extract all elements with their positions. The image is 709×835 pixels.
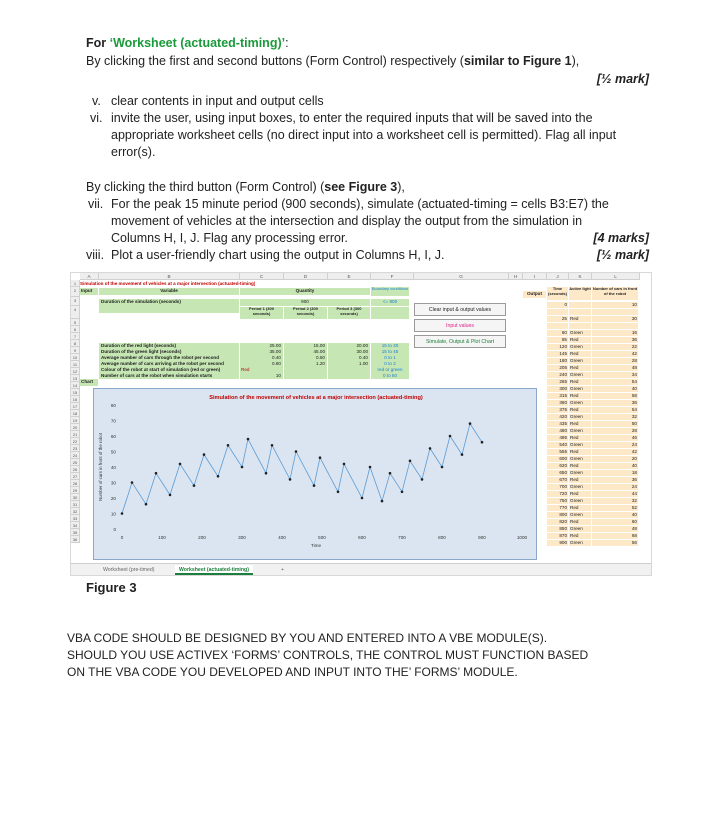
figure3-reference: see Figure 3 — [324, 180, 398, 194]
boundary-value: 15 to 30 — [371, 343, 409, 349]
data-point — [241, 466, 244, 469]
output-cars — [592, 309, 638, 315]
output-cars: 24 — [592, 442, 638, 448]
output-cars: 20 — [592, 456, 638, 462]
data-point — [271, 444, 274, 447]
clear-values-button[interactable]: Clear input & output values — [414, 303, 506, 316]
data-point — [409, 460, 412, 463]
data-point — [313, 484, 316, 487]
period1-value: 0.80 — [240, 361, 283, 367]
item-vii-line1: For the peak 15 minute period (900 seconds), simulate (actuated-timing = cells B3:E7) the — [111, 197, 609, 211]
data-point — [481, 441, 484, 444]
item-vi-line1: invite the user, using input boxes, to enter the required inputs that will be saved into the — [111, 111, 593, 125]
variable-header: Variable — [99, 288, 239, 295]
output-time: 60 — [547, 330, 568, 336]
item-viii-number: viii. — [86, 248, 105, 262]
item-vii-number: vii. — [88, 197, 104, 211]
column-header-j[interactable]: J — [547, 273, 569, 280]
parameter-label: Average number of cars arriving at the robot per second — [99, 361, 239, 367]
parameter-label: Number of cars at the robot when simulation starts — [99, 373, 239, 379]
output-cars: 54 — [592, 379, 638, 385]
data-point — [227, 444, 230, 447]
output-cars: 36 — [592, 400, 638, 406]
data-point — [145, 503, 148, 506]
output-cars — [592, 323, 638, 329]
row-header[interactable]: 17 — [71, 403, 80, 410]
output-time: 600 — [547, 456, 568, 462]
time-header: Time (seconds) — [547, 287, 568, 300]
output-light: Green — [569, 414, 591, 420]
output-time: 265 — [547, 379, 568, 385]
row-header[interactable]: 8 — [71, 340, 80, 347]
output-time: 900 — [547, 540, 568, 546]
data-point — [193, 484, 196, 487]
input-label: Input — [80, 288, 98, 295]
row-header[interactable]: 9 — [71, 347, 80, 354]
output-light — [569, 302, 591, 308]
figure-caption: Figure 3 — [86, 580, 137, 595]
row-header[interactable]: 14 — [71, 382, 80, 389]
row-header[interactable]: 34 — [71, 522, 80, 529]
period3-header: Period 3 (300 seconds) — [328, 307, 370, 319]
output-time: 540 — [547, 442, 568, 448]
data-point — [381, 500, 384, 503]
item-v-number: v. — [92, 94, 101, 108]
data-point — [429, 447, 432, 450]
row-header[interactable]: 24 — [71, 452, 80, 459]
y-axis-label: Number of cars in front of the robot — [98, 432, 103, 502]
output-time: 300 — [547, 386, 568, 392]
column-header-i[interactable]: I — [523, 273, 547, 280]
output-light: Red — [569, 407, 591, 413]
row-header[interactable]: 18 — [71, 410, 80, 417]
output-light: Red — [569, 533, 591, 539]
data-point — [295, 450, 298, 453]
column-header-d[interactable]: D — [284, 273, 328, 280]
series-line — [122, 424, 482, 514]
data-point — [121, 512, 124, 515]
row-header[interactable]: 29 — [71, 487, 80, 494]
tab-worksheet-pre-timed[interactable]: Worksheet (pre-timed) — [103, 567, 155, 573]
simulation-chart[interactable] — [93, 388, 537, 560]
output-light: Red — [569, 351, 591, 357]
row-header[interactable]: 31 — [71, 501, 80, 508]
data-point — [449, 435, 452, 438]
output-label: Output — [523, 291, 546, 298]
y-tick-label: 10 — [110, 511, 116, 517]
output-light: Green — [569, 330, 591, 336]
period1-value: 35.00 — [240, 349, 283, 355]
y-tick-label: 80 — [110, 402, 116, 408]
x-axis-label: Time — [310, 543, 322, 548]
row-header[interactable]: 25 — [71, 459, 80, 466]
y-tick-label: 40 — [110, 464, 116, 470]
output-time: 495 — [547, 435, 568, 441]
row-header[interactable]: 26 — [71, 466, 80, 473]
data-point — [343, 463, 346, 466]
output-cars: 40 — [592, 386, 638, 392]
output-cars: 48 — [592, 526, 638, 532]
data-point — [441, 466, 444, 469]
output-cars: 58 — [592, 393, 638, 399]
output-cars: 68 — [592, 533, 638, 539]
output-time: 620 — [547, 463, 568, 469]
section-heading — [86, 36, 656, 51]
x-tick-label: 800 — [438, 535, 446, 540]
period3-value: 20.00 — [328, 343, 370, 349]
column-header-a[interactable]: A — [80, 273, 99, 280]
x-tick-label: 1000 — [516, 535, 528, 540]
period2-header: Period 2 (300 seconds) — [284, 307, 327, 319]
output-light: Green — [569, 372, 591, 378]
output-time: 240 — [547, 372, 568, 378]
output-light: Green — [569, 442, 591, 448]
output-time: 0 — [547, 302, 568, 308]
output-light: Green — [569, 428, 591, 434]
output-light: Green — [569, 400, 591, 406]
output-time: 700 — [547, 484, 568, 490]
row-header[interactable]: 28 — [71, 480, 80, 487]
figure-reference: similar to Figure 1 — [463, 54, 572, 68]
output-time: 315 — [547, 393, 568, 399]
sheet-tab-bar — [71, 563, 652, 576]
data-point — [289, 478, 292, 481]
output-cars: 34 — [592, 372, 638, 378]
period1-header: Period 1 (300 seconds) — [240, 307, 283, 319]
output-time: 180 — [547, 358, 568, 364]
period1-value: Red — [240, 367, 283, 373]
output-light: Red — [569, 379, 591, 385]
output-time: 555 — [547, 449, 568, 455]
output-cars: 32 — [592, 414, 638, 420]
output-light: Red — [569, 519, 591, 525]
output-light: Green — [569, 344, 591, 350]
output-light: Green — [569, 512, 591, 518]
row-header[interactable]: 12 — [71, 368, 80, 375]
y-tick-label: 60 — [110, 433, 116, 439]
output-cars: 36 — [592, 477, 638, 483]
item-v-text: clear contents in input and output cells — [111, 94, 324, 108]
tab-worksheet-actuated-timing[interactable]: Worksheet (actuated-timing) — [175, 565, 253, 575]
period1-value: 10 — [240, 373, 283, 379]
output-light: Green — [569, 386, 591, 392]
period3-value — [328, 373, 370, 379]
period3-value: 30.00 — [328, 349, 370, 355]
y-tick-label: 70 — [110, 418, 116, 424]
quantity-header: Quantity — [240, 288, 370, 295]
output-light: Red — [569, 463, 591, 469]
output-light: Red — [569, 365, 591, 371]
output-time: 480 — [547, 428, 568, 434]
row-header[interactable]: 27 — [71, 473, 80, 480]
x-tick-label: 900 — [478, 535, 486, 540]
x-tick-label: 700 — [398, 535, 406, 540]
output-time: 750 — [547, 498, 568, 504]
output-time: 120 — [547, 344, 568, 350]
output-time: 720 — [547, 491, 568, 497]
mark-four: [4 marks] — [593, 231, 649, 245]
output-time: 800 — [547, 512, 568, 518]
column-header-l[interactable]: L — [592, 273, 640, 280]
excel-screenshot — [70, 272, 652, 576]
x-tick-label: 400 — [278, 535, 286, 540]
output-cars: 16 — [592, 330, 638, 336]
output-cars: 28 — [592, 358, 638, 364]
duration-bound: <= 900 — [371, 299, 409, 306]
active-light-header: Active light — [569, 287, 591, 300]
output-light: Green — [569, 484, 591, 490]
row-header[interactable]: 22 — [71, 438, 80, 445]
row-header[interactable]: 32 — [71, 508, 80, 515]
output-light: Green — [569, 526, 591, 532]
mark-half-2: [½ mark] — [596, 248, 649, 262]
y-tick-label: 50 — [110, 449, 116, 455]
row-header[interactable]: 10 — [71, 354, 80, 361]
output-cars: 60 — [592, 519, 638, 525]
add-sheet-button[interactable]: + — [281, 567, 285, 573]
parameter-label: Average number of cars through the robot per second — [99, 355, 239, 361]
row-header[interactable]: 6 — [71, 326, 80, 333]
chart-svg — [94, 389, 538, 561]
output-light — [569, 323, 591, 329]
output-cars: 54 — [592, 407, 638, 413]
input-values-button[interactable]: Input values — [414, 319, 506, 332]
output-time: 25 — [547, 316, 568, 322]
output-cars: 24 — [592, 484, 638, 490]
boundary-value: 0 to 2 — [371, 361, 409, 367]
column-header-k[interactable]: K — [569, 273, 592, 280]
duration-value: 900 — [240, 299, 370, 306]
row-header[interactable]: 7 — [71, 333, 80, 340]
output-cars: 40 — [592, 463, 638, 469]
row-header[interactable]: 20 — [71, 424, 80, 431]
boundary-value: 0 to 50 — [371, 373, 409, 379]
output-time: 435 — [547, 421, 568, 427]
row-header[interactable]: 4 — [71, 306, 80, 319]
parameter-label: Duration of the green light (seconds) — [99, 349, 239, 355]
output-cars: 50 — [592, 421, 638, 427]
output-light: Red — [569, 505, 591, 511]
output-time: 375 — [547, 407, 568, 413]
intro-end: ), — [571, 54, 580, 68]
buttons-intro — [86, 54, 656, 69]
row-header[interactable]: 19 — [71, 417, 80, 424]
output-light: Red — [569, 393, 591, 399]
x-tick-label: 200 — [198, 535, 206, 540]
output-light: Red — [569, 491, 591, 497]
data-point — [265, 472, 268, 475]
item-vi-line2: appropriate worksheet cells (no direct input into a worksheet cell is permitted). Flag all input — [111, 128, 617, 142]
item-viii-text: Plot a user-friendly chart using the output in Columns H, I, J. — [111, 248, 445, 262]
column-header-f[interactable]: F — [371, 273, 414, 280]
output-light: Red — [569, 449, 591, 455]
third-intro-text: By clicking the third button (Form Control) ( — [86, 180, 325, 194]
row-header[interactable]: 21 — [71, 431, 80, 438]
output-time: 420 — [547, 414, 568, 420]
output-light: Red — [569, 477, 591, 483]
output-light: Red — [569, 435, 591, 441]
data-point — [361, 497, 364, 500]
data-point — [401, 491, 404, 494]
output-time: 770 — [547, 505, 568, 511]
output-cars: 32 — [592, 498, 638, 504]
y-tick-label: 20 — [110, 495, 116, 501]
data-point — [203, 453, 206, 456]
output-light: Red — [569, 421, 591, 427]
column-header-c[interactable]: C — [240, 273, 284, 280]
mark-half-1: [½ mark] — [596, 72, 649, 86]
x-tick-label: 500 — [318, 535, 326, 540]
period3-value: 0.40 — [328, 355, 370, 361]
sheet-title: Simulation of the movement of vehicles at a major intersection (actuated-timing) — [80, 281, 256, 286]
output-time: 850 — [547, 526, 568, 532]
output-cars: 46 — [592, 435, 638, 441]
chart-title: Simulation of the movement of vehicles at a major intersection (actuated-timing) — [209, 395, 423, 401]
row-header[interactable]: 11 — [71, 361, 80, 368]
output-time: 650 — [547, 470, 568, 476]
row-header[interactable]: 36 — [71, 536, 80, 543]
output-time: 145 — [547, 351, 568, 357]
data-point — [169, 494, 172, 497]
column-header-g[interactable]: G — [414, 273, 509, 280]
data-point — [319, 456, 322, 459]
footer-line1: VBA CODE SHOULD BE DESIGNED BY YOU AND ENTERED INTO A VBE MODULE(S). — [67, 631, 548, 645]
boundary-value: 0 to 1 — [371, 355, 409, 361]
period2-value: 1.20 — [284, 361, 327, 367]
output-time: 85 — [547, 337, 568, 343]
output-time: 670 — [547, 477, 568, 483]
row-header[interactable]: 33 — [71, 515, 80, 522]
output-cars: 18 — [592, 470, 638, 476]
duration-label: Duration of the simulation (seconds) — [99, 299, 239, 313]
data-point — [217, 475, 220, 478]
output-cars: 30 — [592, 316, 638, 322]
row-header[interactable]: 16 — [71, 396, 80, 403]
output-light: Green — [569, 358, 591, 364]
row-header[interactable]: 2 — [71, 287, 80, 297]
column-header-h[interactable]: H — [509, 273, 523, 280]
cars-header: Number of cars in front of the robot — [592, 287, 638, 300]
boundary-value: 15 to 45 — [371, 349, 409, 355]
period1-value: 0.40 — [240, 355, 283, 361]
row-header[interactable]: 15 — [71, 389, 80, 396]
output-light: Green — [569, 470, 591, 476]
item-vii-line3: Columns H, I, J. Flag any processing error. — [111, 231, 348, 245]
footer-line3: ON THE VBA CODE YOU DEVELOPED AND INPUT INTO THE’ FORMS’ MODULE. — [67, 665, 518, 679]
item-vi-number: vi. — [90, 111, 103, 125]
data-point — [131, 481, 134, 484]
chart-label: Chart — [80, 379, 98, 386]
output-cars: 56 — [592, 540, 638, 546]
parameter-label: Duration of the red light (seconds) — [99, 343, 239, 349]
sheet-name: ‘Worksheet (actuated-timing)’ — [109, 36, 286, 50]
output-light: Green — [569, 540, 591, 546]
row-header[interactable]: 30 — [71, 494, 80, 501]
output-time: 870 — [547, 533, 568, 539]
y-tick-label: 0 — [113, 526, 116, 532]
period1-value: 25.00 — [240, 343, 283, 349]
output-light: Red — [569, 316, 591, 322]
output-cars: 44 — [592, 491, 638, 497]
output-time: 205 — [547, 365, 568, 371]
output-time: 820 — [547, 519, 568, 525]
output-cars: 28 — [592, 428, 638, 434]
data-point — [389, 472, 392, 475]
row-header[interactable]: 5 — [71, 319, 80, 326]
heading-suffix: : — [285, 36, 289, 50]
row-header[interactable]: 1 — [71, 280, 80, 287]
x-tick-label: 600 — [358, 535, 366, 540]
x-tick-label: 100 — [158, 535, 166, 540]
output-light — [569, 309, 591, 315]
x-tick-label: 300 — [238, 535, 246, 540]
period2-value: 15.00 — [284, 343, 327, 349]
data-point — [179, 463, 182, 466]
boundary-value: red or green — [371, 367, 409, 373]
data-point — [337, 491, 340, 494]
output-cars: 22 — [592, 344, 638, 350]
output-light: Green — [569, 498, 591, 504]
data-point — [247, 438, 250, 441]
period2-value: 0.50 — [284, 355, 327, 361]
output-cars: 10 — [592, 302, 638, 308]
data-point — [369, 466, 372, 469]
y-tick-label: 30 — [110, 480, 116, 486]
intro-text: By clicking the first and second buttons (Form Control) respectively ( — [86, 54, 464, 68]
row-header[interactable]: 23 — [71, 445, 80, 452]
simulate-button[interactable]: Simulate, Output & Plot Chart — [414, 335, 506, 348]
row-header[interactable]: 3 — [71, 297, 80, 306]
third-button-intro — [86, 180, 656, 195]
x-tick-label: 0 — [120, 535, 124, 540]
row-header[interactable]: 13 — [71, 375, 80, 382]
third-intro-end: ), — [397, 180, 405, 194]
output-light: Green — [569, 456, 591, 462]
data-point — [421, 478, 424, 481]
output-time: 360 — [547, 400, 568, 406]
period2-value: 45.00 — [284, 349, 327, 355]
output-cars: 42 — [592, 351, 638, 357]
output-time — [547, 323, 568, 329]
column-header-b[interactable]: B — [99, 273, 240, 280]
output-light: Red — [569, 337, 591, 343]
item-vi-line3: error(s). — [111, 145, 156, 159]
period2-value — [284, 373, 327, 379]
output-cars: 42 — [592, 449, 638, 455]
output-cars: 40 — [592, 512, 638, 518]
output-cars: 48 — [592, 365, 638, 371]
parameter-label: Colour of the robot at start of simulation (red or green) — [99, 367, 239, 373]
period3-value: 1.00 — [328, 361, 370, 367]
row-header[interactable]: 35 — [71, 529, 80, 536]
column-header-e[interactable]: E — [328, 273, 371, 280]
output-cars: 36 — [592, 337, 638, 343]
data-point — [155, 472, 158, 475]
output-cars: 52 — [592, 505, 638, 511]
boundary-blank — [371, 307, 409, 319]
item-vii-line2: movement of vehicles at the intersection and display the output from the simulation in — [111, 214, 583, 228]
data-point — [461, 453, 464, 456]
data-point — [469, 422, 472, 425]
footer-line2: SHOULD YOU USE ACTIVEX ‘FORMS’ CONTROLS, THE CONTROL MUST FUNCTION BASED — [67, 648, 589, 662]
output-time — [547, 309, 568, 315]
heading-prefix: For — [86, 36, 110, 50]
boundary-header: Boundary conditions — [371, 287, 409, 296]
